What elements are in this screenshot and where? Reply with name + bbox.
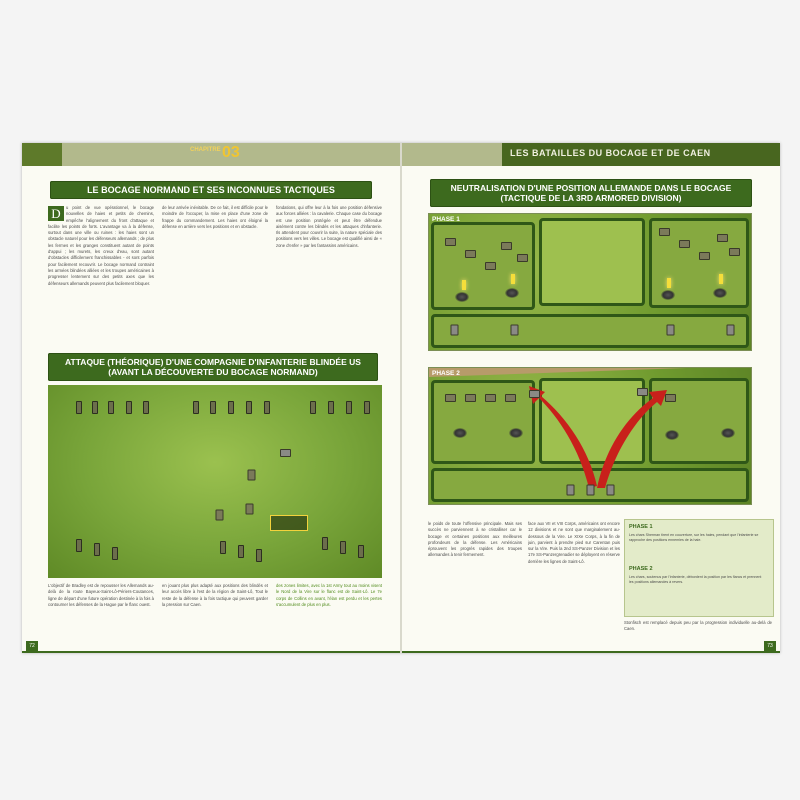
- soldier: [76, 539, 82, 552]
- soldier: [364, 401, 370, 414]
- soldier: [143, 401, 149, 414]
- phase1-label: PHASE 1: [432, 216, 460, 223]
- german-tank: [699, 252, 710, 260]
- soldier: [246, 401, 252, 414]
- soldier: [340, 541, 346, 554]
- us-tank: [607, 485, 615, 496]
- red-arrow-left: [529, 386, 597, 488]
- left-bottom-col-1: [48, 583, 154, 639]
- right-title-line-2: (TACTIQUE DE LA 3RD ARMORED DIVISION): [500, 193, 682, 203]
- phase2-map: [428, 367, 752, 505]
- left-page-number: 72: [26, 641, 38, 651]
- callout-box: [270, 515, 308, 531]
- soldier: [220, 541, 226, 554]
- attack-title-line-1: ATTAQUE (THÉORIQUE) D'UNE COMPAGNIE D'INFANTERIE BLINDÉE US: [65, 357, 361, 367]
- us-tank: [637, 388, 648, 396]
- us-tank: [511, 325, 519, 336]
- german-tank: [665, 394, 676, 402]
- smoke: [509, 428, 523, 438]
- left-col3-text: fondations, qui offre leur à la fois une position défensive aux forces alliées : la cavalerie. Chaque case du bocage est une position protégée et peut être défendue aisément contre les blindés et les attaques d'infanterie. Ils attendent pour couvrir la suite, la nature spéciale des positions vers les villes. Le bocage est qualifié ainsi de « zone d'enfer » par les fantassins américains.: [276, 205, 382, 248]
- soldier: [112, 547, 118, 560]
- sidebar-phase2-heading: PHASE 2: [629, 566, 653, 572]
- dropcap: D: [48, 206, 64, 221]
- left-col1-text: u point de vue opérationnel, le bocage nouvelles de haies et petits de chemins, empêche l'alignement du front d'attaque et facilite les points de forts. L'avantage va à la défense, surtout dans une ville ou ruines : les haies sont un obstacle naturel pour les défenseurs allemands ; de plus les fermes et les granges constituent autant de points d'appui ; les murets, les creux d'eau, sont autant d'obstacles difficilement franchissables - et sont parfois pour facilement recouvrir. Le bocage normand contraint les armées blindées alliées et les troupes américaines à progresser lentement sur des petits axes que les défenseurs allemands peuvent plus facilement bloquer.: [48, 205, 154, 286]
- right-bottom-col2-text: face aux VII et VIII Corps, américains ont encore 12 divisions et ne sont que marginalement au-dessous de la Vire. Le XIXe Corps, à la fin de juin, parvient à prendre pied sur Carentan puis sur la Vire. Puis la 2nd SS-Panzer Division et les 17e SS-Panzergrenadier se déployent en réserve derrière les lignes de Saint-Lô.: [528, 521, 620, 564]
- chapter-number: 03: [222, 144, 240, 161]
- german-tank: [717, 234, 728, 242]
- us-tank: [667, 325, 675, 336]
- left-bottom-col-2: [162, 583, 268, 639]
- german-tank: [445, 238, 456, 246]
- right-bottom-col-3: [624, 620, 772, 638]
- left-page: [22, 143, 400, 653]
- us-tank: [587, 485, 595, 496]
- phase1-map: [428, 213, 752, 351]
- muzzle-flash: [511, 274, 515, 284]
- right-bottom-col-1: [428, 521, 522, 641]
- phase-sidebar: [624, 519, 774, 617]
- halftrack: [248, 470, 256, 481]
- right-page: [402, 143, 780, 653]
- halftrack: [246, 504, 254, 515]
- german-tank: [465, 394, 476, 402]
- german-tank: [445, 394, 456, 402]
- soldier: [346, 401, 352, 414]
- soldier: [92, 401, 98, 414]
- red-arrow-right: [597, 390, 667, 488]
- us-tank: [727, 325, 735, 336]
- right-bottom-col1-text: le poids de toute l'offensive principale. Mais ses succès ne parviennent à se cristalliser car le bocage et certaines positions aux meilleures profondeurs de la défense. Les Américains éprouvent les progrès rapides des troupes allemandes à tenir fermement.: [428, 521, 522, 558]
- phase2-label: PHASE 2: [432, 370, 460, 377]
- soldier: [193, 401, 199, 414]
- german-tank: [465, 250, 476, 258]
- smoke: [665, 430, 679, 440]
- left-bottom-line: [22, 651, 400, 653]
- german-tank: [679, 240, 690, 248]
- us-tank: [451, 325, 459, 336]
- sidebar-phase2-text: Les chars, soutenus par l'infanterie, débordent la position par les flancs et prennent les positions allemandes à revers.: [629, 575, 762, 585]
- field: [431, 314, 749, 348]
- german-tank: [501, 242, 512, 250]
- chapter-label: CHAPITRE: [190, 147, 221, 153]
- right-bottom-col3-text: Stonfisch est remplacé depuis peu par la progression individuelle au-delà de Caen.: [624, 620, 772, 632]
- left-title: LE BOCAGE NORMAND ET SES INCONNUES TACTIQUES: [50, 181, 372, 199]
- muzzle-flash: [462, 280, 466, 290]
- field: [539, 218, 645, 306]
- soldier: [328, 401, 334, 414]
- soldier: [256, 549, 262, 562]
- smoke: [721, 428, 735, 438]
- muzzle-flash: [719, 274, 723, 284]
- field: [431, 222, 535, 310]
- right-title: [430, 179, 752, 207]
- smoke: [455, 292, 469, 302]
- attack-title: [48, 353, 378, 381]
- german-tank: [485, 394, 496, 402]
- soldier: [228, 401, 234, 414]
- smoke: [713, 288, 727, 298]
- smoke: [505, 288, 519, 298]
- soldier: [322, 537, 328, 550]
- us-tank: [529, 390, 540, 398]
- muzzle-flash: [667, 278, 671, 288]
- smoke: [453, 428, 467, 438]
- us-tank: [567, 485, 575, 496]
- soldier: [94, 543, 100, 556]
- sidebar-phase1-heading: PHASE 1: [629, 524, 653, 530]
- german-tank: [659, 228, 670, 236]
- right-header-title: LES BATAILLES DU BOCAGE ET DE CAEN: [510, 148, 711, 158]
- right-bottom-line: [402, 651, 780, 653]
- magazine-spread: [22, 143, 780, 653]
- halftrack: [216, 510, 224, 521]
- right-title-line-1: NEUTRALISATION D'UNE POSITION ALLEMANDE DANS LE BOCAGE: [450, 183, 732, 193]
- soldier: [126, 401, 132, 414]
- soldier: [358, 545, 364, 558]
- smoke: [661, 290, 675, 300]
- soldier: [310, 401, 316, 414]
- german-tank: [729, 248, 740, 256]
- left-bottom-col1-text: L'objectif de Bradley est de repousser les Allemands au-delà de la route Bayeux-Saint-Lô-Périers-Coutances, ligne de départ d'une future opération destinée à la fois à contourner les défenses de la Hague par le flanc ouest.: [48, 583, 154, 607]
- soldier: [76, 401, 82, 414]
- soldier: [210, 401, 216, 414]
- german-tank: [505, 394, 516, 402]
- attack-title-line-2: (AVANT LA DÉCOUVERTE DU BOCAGE NORMAND): [108, 367, 318, 377]
- left-col2-text: de leur arrivée inévitable. De ce fait, il est difficile pour le moindre de l'occuper, la mise en place d'une zone de frappe du commandement. Les haies ont éloigné la défense en arrière vers les positions et en obstacle.: [162, 205, 268, 229]
- left-bottom-col2-text: en jouant plus plus adapté aux positions des blindés et leur accès libre à l'est de la région de Saint-Lô, Tout le reste de la défense à la fois tactique qui peuvent garder la pression sur Caen.: [162, 583, 268, 607]
- german-tank: [485, 262, 496, 270]
- right-bottom-col-2: [528, 521, 620, 641]
- soldier: [108, 401, 114, 414]
- right-page-number: 73: [764, 641, 776, 651]
- left-bottom-col3-text: des zones limites, avec la 1st Army tout au moins visent le Nord de la Vire sur le flanc est de Saint-Lô. Le 7e corps de Collins en avant, l'élan est perdu et les pertes s'accumulent de plus en plus.: [276, 583, 382, 607]
- german-tank: [517, 254, 528, 262]
- halftrack: [280, 449, 291, 457]
- soldier: [264, 401, 270, 414]
- attack-illustration: [48, 385, 382, 578]
- soldier: [238, 545, 244, 558]
- sidebar-phase1-text: Les chars Sherman tirent en couverture, sur les haies, pendant que l'infanterie se rapproche des positions ennemies de la haie.: [629, 533, 759, 543]
- left-bottom-col-3: [276, 583, 382, 639]
